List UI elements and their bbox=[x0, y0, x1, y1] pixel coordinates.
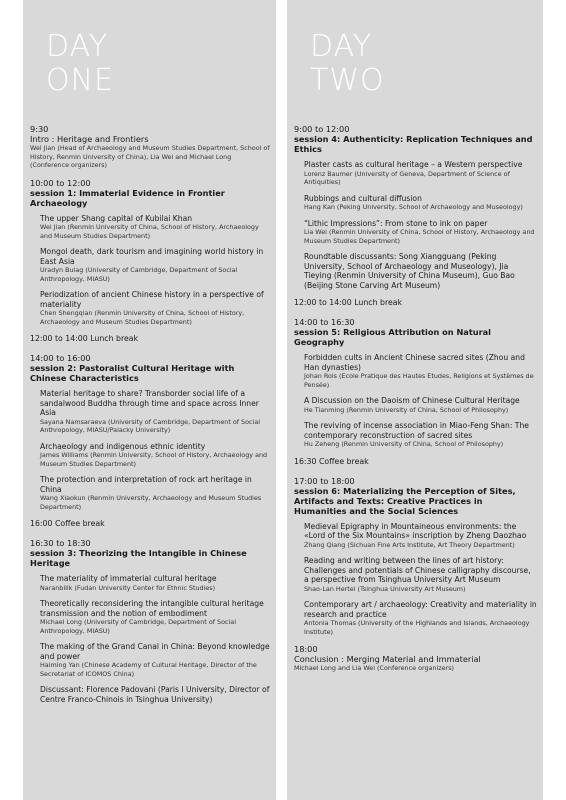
talk-title: The reviving of incense association in Miao-Feng Shan: The contemporary reconstruction of sacred sites bbox=[304, 421, 529, 440]
time-label: 9:30 bbox=[30, 124, 49, 134]
talk-speaker: Wang Xiaokun (Renmin University, Archaeology and Museum Studies Department) bbox=[40, 494, 262, 511]
break-item: 12:00 to 14:00 Lunch break bbox=[294, 298, 403, 307]
time-label: 16:30 to 18:30 bbox=[30, 538, 91, 548]
talk-title: Medieval Epigraphy in Mountaineous environments: the «Lord of the Six Mountains» inscription by Zheng Daozhao bbox=[304, 521, 527, 540]
talk-item bbox=[304, 522, 537, 550]
talk-speaker: Hang Kan (Peking University, School of Archaeology and Museology) bbox=[304, 203, 523, 211]
talk-item bbox=[40, 685, 270, 704]
talk-item bbox=[304, 600, 537, 636]
talk-item bbox=[40, 214, 270, 241]
talk-speaker: Haiming Yan (Chinese Academy of Cultural Heritage, Director of the Secretariat of ICOMOS China) bbox=[40, 661, 257, 678]
talk-title: Rubbings and cultural diffusion bbox=[304, 193, 422, 203]
session-title: session 6: Materializing the Perception of Sites, Artifacts and Texts: Creative Practices in Humanities and the Social Sciences bbox=[294, 485, 516, 516]
talk-speaker: Wei Jian (Renmin University of China, School of History, Archaeology and Museum Studies Department) bbox=[40, 223, 259, 240]
talk-title: Archaeology and indigenous ethnic identity bbox=[40, 441, 206, 451]
talk-title: The protection and interpretation of rock art heritage in China bbox=[40, 475, 252, 494]
talk-item bbox=[304, 396, 537, 414]
talk-item bbox=[40, 389, 270, 435]
talk-speaker: Zhang Qiang (Sichuan Fine Arts Institute, Art Theory Department) bbox=[304, 540, 515, 549]
day-two-heading bbox=[310, 30, 385, 98]
talk-speaker: Sayana Namsaraeva (University of Cambridge, Department of Social Anthropology, MIASU/Palacky University) bbox=[40, 417, 261, 434]
talk-speaker: James Williams (Renmin University, School of History, Archaeology and Museum Studies Department) bbox=[40, 451, 268, 468]
program-title: Conclusion : Merging Material and Immaterial bbox=[294, 654, 481, 664]
day-two-schedule bbox=[294, 124, 537, 681]
time-label: 10:00 to 12:00 bbox=[30, 177, 91, 188]
day-two-heading-line2: TWO bbox=[310, 63, 385, 98]
talk-speaker: Antonia Thomas (University of the Highlands and Islands, Archaeology Institute) bbox=[304, 619, 530, 636]
time-label: 14:00 to 16:00 bbox=[30, 353, 91, 363]
day-one-schedule bbox=[30, 124, 270, 712]
talk-speaker: Michael Long (University of Cambridge, Department of Social Anthropology, MIASU) bbox=[40, 618, 236, 635]
session-block bbox=[30, 353, 270, 511]
talk-title: Discussant: Florence Padovani (Paris I University, Director of Centre Franco-Chinois in Tsinghua University) bbox=[40, 685, 270, 704]
talk-title: Periodization of ancient Chinese history in a perspective of materiality bbox=[40, 290, 264, 309]
day-one-heading-line1: DAY bbox=[46, 29, 109, 64]
talk-title: Theoretically reconsidering the intangible cultural heritage transmission and the notion of embodiment bbox=[40, 599, 264, 618]
time-label: 14:00 to 16:30 bbox=[294, 317, 355, 327]
talk-item bbox=[40, 290, 270, 326]
program-title: Intro : Heritage and Frontiers bbox=[30, 134, 149, 144]
talk-title: Forbidden cults in Ancient Chinese sacred sites (Zhou and Han dynasties) bbox=[304, 353, 525, 372]
program-speakers: Wei Jian (Head of Archaeology and Museum Studies Department, School of History, Renmin University of China), Lia Wei and Michael Long (Conference organizers) bbox=[30, 144, 270, 169]
talk-item bbox=[40, 574, 270, 592]
talk-item bbox=[40, 475, 270, 511]
talk-item bbox=[304, 421, 537, 449]
talk-speaker: Hu Zeheng (Renmin University of China, School of Philosophy) bbox=[304, 440, 504, 448]
talk-speaker: Johan Rols (Ecole Pratique des Hautes Etudes, Religions et Systèmes de Pensée) bbox=[304, 372, 534, 389]
talk-title: The materiality of immaterial cultural heritage bbox=[40, 574, 217, 583]
talk-item bbox=[304, 556, 537, 593]
talk-speaker: Naranbilik (Fudan University Center for Ethnic Studies) bbox=[40, 583, 216, 592]
talk-speaker: Shao-Lan Hertel (Tsinghua University Art Museum) bbox=[304, 584, 466, 593]
day-one-heading-line2: ONE bbox=[46, 63, 115, 98]
session-block bbox=[30, 538, 270, 704]
session-block bbox=[294, 124, 537, 290]
talk-item bbox=[304, 353, 537, 389]
talk-title: The upper Shang capital of Kubilai Khan bbox=[40, 213, 193, 223]
session-title: session 1: Immaterial Evidence in Frontier Archaeology bbox=[30, 187, 225, 208]
talk-speaker: He Tianming (Renmin University of China, School of Philosophy) bbox=[304, 405, 509, 414]
session-block bbox=[294, 476, 537, 637]
day-two-column bbox=[287, 0, 543, 800]
talk-speaker: Uradyn Bulag (University of Cambridge, Department of Social Anthropology, MIASU) bbox=[40, 266, 238, 283]
day-one-heading bbox=[46, 30, 114, 98]
talk-item bbox=[304, 219, 537, 246]
talk-speaker: Chen Shengqian (Renmin University of China, School of History, Archaeology and Museum Studies Department) bbox=[40, 309, 245, 326]
program-block bbox=[30, 124, 270, 170]
time-label: 9:00 to 12:00 bbox=[294, 124, 350, 134]
session-block bbox=[294, 317, 537, 449]
talk-title: Mongol death, dark tourism and imagining world history in East Asia bbox=[40, 247, 264, 266]
time-label: 17:00 to 18:00 bbox=[294, 475, 355, 486]
session-title: session 5: Religious Attribution on Natural Geography bbox=[294, 327, 491, 347]
session-block bbox=[30, 178, 270, 327]
talk-item bbox=[304, 194, 537, 212]
break-item: 16:30 Coffee break bbox=[294, 456, 369, 466]
talk-item bbox=[40, 642, 270, 678]
talk-item bbox=[304, 252, 537, 290]
session-title: session 2: Pastoralist Cultural Heritage with Chinese Characteristics bbox=[30, 363, 235, 383]
talk-speaker: Lorenz Baumer (University of Geneva, Department of Science of Antiquities) bbox=[304, 169, 510, 186]
break-item: 16:00 Coffee break bbox=[30, 519, 105, 528]
session-title: session 3: Theorizing the Intangible in Chinese Heritage bbox=[30, 548, 247, 568]
program-block bbox=[294, 644, 537, 673]
talk-title: “Lithic Impressions”: From stone to ink on paper bbox=[304, 218, 488, 228]
talk-title: A Discussion on the Daoism of Chinese Cultural Heritage bbox=[304, 396, 520, 405]
talk-item bbox=[304, 160, 537, 187]
talk-item bbox=[40, 442, 270, 469]
talk-title: The making of the Grand Canal in China: Beyond knowledge and power bbox=[40, 642, 270, 661]
time-label: 18:00 bbox=[294, 644, 318, 654]
talk-title: Reading and writing between the lines of art history: Challenges and potentials of Chinese calligraphy discourse, a perspective from Tsinghua University Art Museum bbox=[304, 556, 531, 584]
day-two-heading-line1: DAY bbox=[310, 29, 373, 64]
talk-title: Plaster casts as cultural heritage – a Western perspective bbox=[304, 160, 523, 169]
day-one-column bbox=[23, 0, 276, 800]
talk-speaker: Lia Wei (Renmin University of China, School of History, Archaeology and Museum Studies Department) bbox=[304, 228, 535, 245]
break-item: 12:00 to 14:00 Lunch break bbox=[30, 334, 139, 343]
program-speakers: Michael Long and Lia Wei (Conference organizers) bbox=[294, 664, 455, 672]
talk-item bbox=[40, 599, 270, 635]
talk-title: Contemporary art / archaeology: Creativity and materiality in research and practice bbox=[304, 600, 537, 619]
talk-title: Roundtable discussants: Song Xiangguang (Peking University, School of Archaeology and Museology), Jia Tieying (Renmin University of China Museum), Guo Bao (Beijing Stone Carving Art Museum) bbox=[304, 252, 515, 290]
session-title: session 4: Authenticity: Replication Techniques and Ethics bbox=[294, 134, 533, 154]
talk-item bbox=[40, 247, 270, 283]
talk-title: Material heritage to share? Transborder social life of a sandalwood Buddha through time and space across Inner Asia bbox=[40, 389, 259, 417]
